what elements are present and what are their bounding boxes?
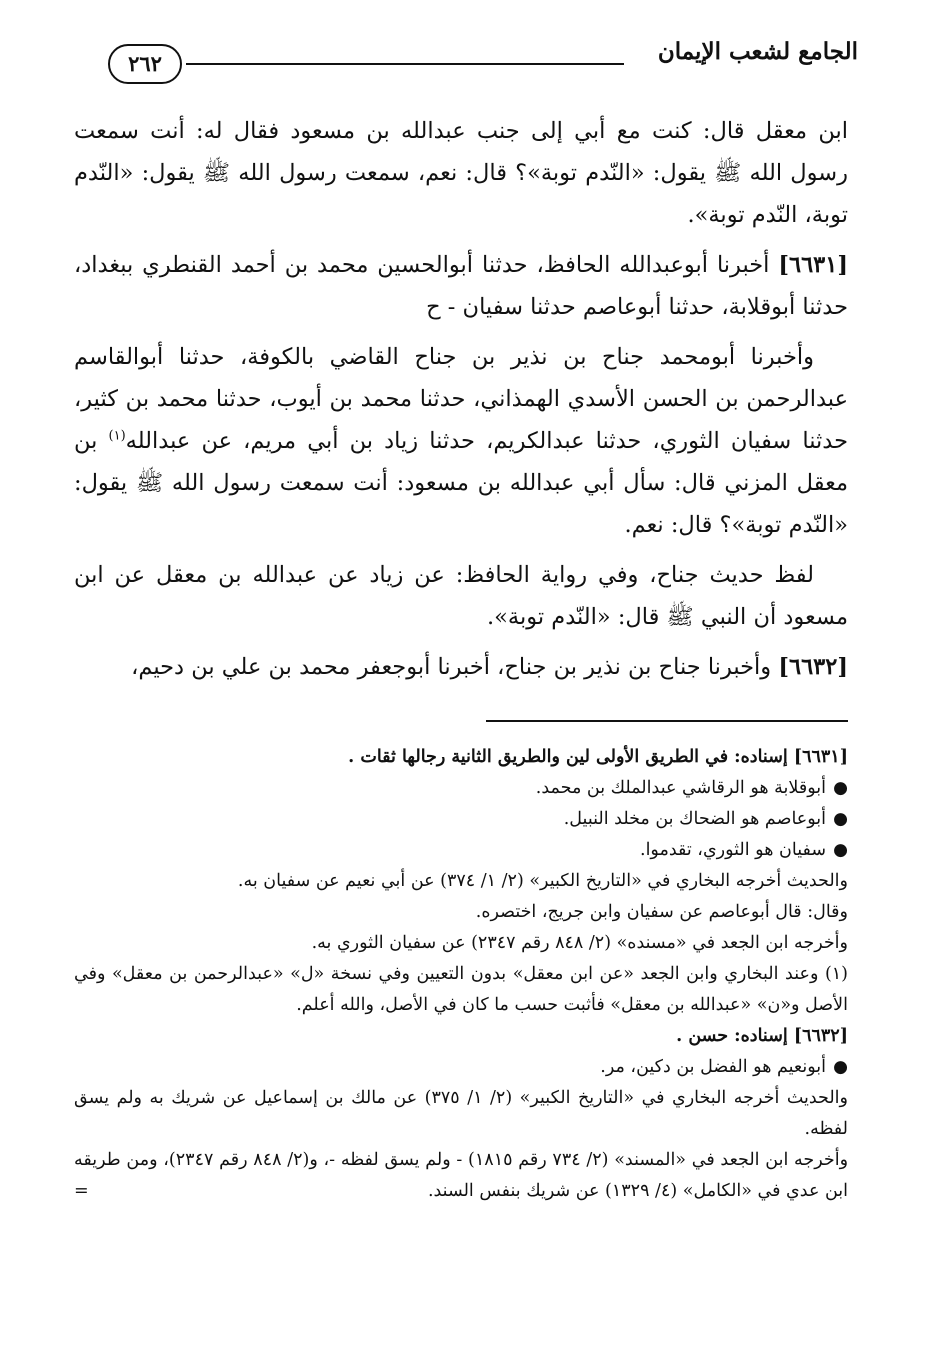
bullet-text: سفيان هو الثوري، تقدموا. [640, 840, 826, 860]
bullet-icon: ● [833, 778, 848, 798]
paragraph-text: وأخبرنا جناح بن نذير بن جناح، أخبرنا أبوجعفر محمد بن علي بن دحيم، [131, 654, 772, 680]
book-title: الجامع لشعب الإيمان [657, 38, 858, 65]
paragraph-text: بن معقل المزني قال: سأل أبي عبدالله بن مسعود: أنت سمعت رسول الله ﷺ يقول: «النّدم توبة»؟ قال: نعم. [74, 428, 848, 538]
bullet-icon: ● [833, 809, 848, 829]
paragraph-6631 [74, 244, 848, 328]
page-number-badge: ٢٦٢ [108, 44, 182, 84]
continuation-mark: = [74, 1181, 89, 1201]
note-bullet [74, 1052, 848, 1083]
note-6631-heading: [٦٦٣١] إسناده: في الطريق الأولى لين والطريق الثانية رجالها ثقات . [348, 747, 848, 767]
footnotes [74, 742, 848, 1207]
note-line: وأخرجه ابن الجعد في «مسنده» (٢/ ٨٤٨ رقم ٢٣٤٧) عن سفيان الثوري به. [311, 933, 848, 953]
note-line [74, 1145, 848, 1207]
paragraph-4: لفظ حديث جناح، وفي رواية الحافظ: عن زياد عن عبدالله بن معقل عن ابن مسعود أن النبي ﷺ قال: «النّدم توبة». [74, 562, 848, 630]
hadith-number: [٦٦٣٢] [778, 654, 848, 680]
paragraph-1: ابن معقل قال: كنت مع أبي إلى جنب عبدالله بن مسعود فقال له: أنت سمعت رسول الله ﷺ يقول: «النّدم توبة»؟ قال: نعم، سمعت رسول الله ﷺ يقول: «النّدم توبة، النّدم توبة». [74, 118, 848, 228]
running-header [74, 36, 862, 86]
note-bullet [74, 773, 848, 804]
note-line: والحديث أخرجه البخاري في «التاريخ الكبير» (٢/ ١/ ٣٧٤) عن أبي نعيم عن سفيان به. [237, 871, 848, 891]
hadith-number: [٦٦٣١] [778, 252, 848, 278]
bullet-icon: ● [833, 1057, 848, 1077]
note-line: والحديث أخرجه البخاري في «التاريخ الكبير» (٢/ ١/ ٣٧٥) عن مالك بن إسماعيل عن شريك به ولم يسق لفظه. [74, 1088, 848, 1139]
paragraph-3 [74, 336, 848, 546]
note-bullet [74, 835, 848, 866]
bullet-text: أبوقلابة هو الرقاشي عبدالملك بن محمد. [535, 778, 826, 798]
paragraph-6632 [74, 646, 848, 688]
footnote-divider [486, 720, 848, 722]
bullet-icon: ● [833, 840, 848, 860]
note-line-text: وأخرجه ابن الجعد في «المسند» (٢/ ٧٣٤ رقم ١٨١٥) - ولم يسق لفظه -، و(٢/ ٨٤٨ رقم ٢٣٤٧)، ومن طريقه ابن عدي في «الكامل» (٤/ ١٣٢٩) عن شريك بنفس السند. [74, 1150, 849, 1201]
header-rule [186, 63, 624, 65]
paragraph-text: وأخبرنا أبومحمد جناح بن نذير بن جناح القاضي بالكوفة، حدثنا أبوالقاسم عبدالرحمن بن الحسن الأسدي الهمذاني، حدثنا محمد بن أيوب، حدثنا محمد بن كثير، حدثنا سفيان الثوري، حدثنا عبدالكريم، حدثنا زياد بن أبي مريم، عن عبدالله [74, 344, 848, 454]
bullet-text: أبوعاصم هو الضحاك بن مخلد النبيل. [563, 809, 826, 829]
paragraph-text: أخبرنا أبوعبدالله الحافظ، حدثنا أبوالحسين محمد بن أحمد القنطري ببغداد، حدثنا أبوقلابة، حدثنا أبوعاصم حدثنا سفيان - ح [74, 252, 848, 320]
footnote-1: (١) وعند البخاري وابن الجعد «عن ابن معقل» بدون التعيين وفي نسخة «ل» «عبدالرحمن بن معقل» وفي الأصل و«ن» «عبدالله بن معقل» فأثبت حسب ما كان في الأصل، والله أعلم. [74, 964, 848, 1015]
note-line: وقال: قال أبوعاصم عن سفيان وابن جريج، اختصره. [475, 902, 848, 922]
bullet-text: أبونعيم هو الفضل بن دكين، مر. [600, 1057, 826, 1077]
note-6632-heading: [٦٦٣٢] إسناده: حسن . [676, 1026, 848, 1046]
main-text [74, 110, 848, 696]
footnote-reference: (١) [108, 428, 126, 444]
note-bullet [74, 804, 848, 835]
